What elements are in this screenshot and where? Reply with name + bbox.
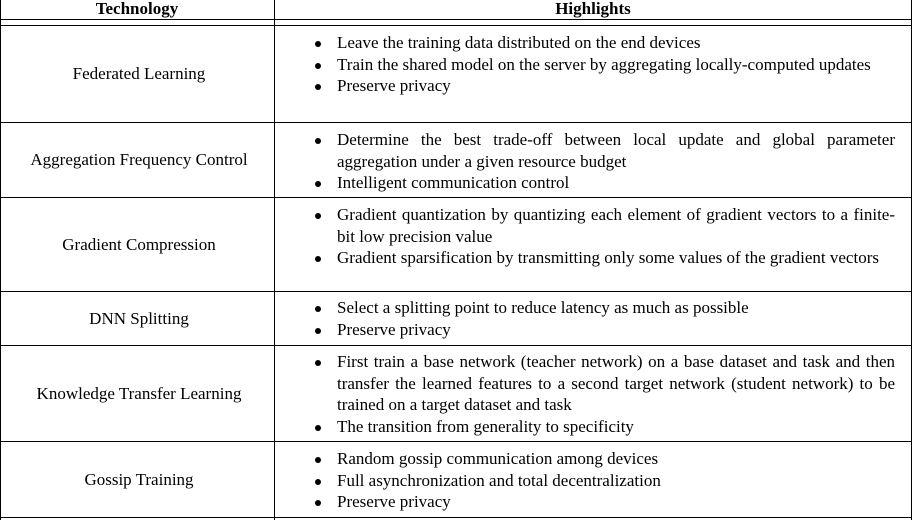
technology-cell: Gradient Compression bbox=[62, 234, 216, 254]
highlights-cell bbox=[313, 448, 895, 513]
technology-cell: DNN Splitting bbox=[89, 308, 189, 328]
technology-cell: Aggregation Frequency Control bbox=[30, 150, 248, 170]
highlights-cell bbox=[313, 129, 895, 194]
header-highlights: Highlights bbox=[555, 0, 631, 18]
highlight-item: First train a base network (teacher network) on a base dataset and task and then transfer the learned features to a second target network (student network) to be trained on a target dataset and task bbox=[313, 351, 895, 416]
technology-cell: Federated Learning bbox=[72, 64, 206, 84]
highlight-item: Leave the training data distributed on the end devices bbox=[313, 32, 895, 54]
highlight-item: Random gossip communication among devices bbox=[313, 448, 895, 470]
highlight-item: Select a splitting point to reduce latency as much as possible bbox=[313, 297, 895, 319]
highlight-item: Preserve privacy bbox=[313, 319, 895, 341]
highlight-item: Full asynchronization and total decentralization bbox=[313, 470, 895, 492]
highlight-item: Preserve privacy bbox=[313, 75, 895, 97]
highlights-cell bbox=[313, 297, 895, 340]
technology-cell: Gossip Training bbox=[84, 469, 194, 489]
highlights-cell bbox=[313, 32, 895, 97]
highlight-item: Intelligent communication control bbox=[313, 172, 895, 194]
highlight-item: The transition from generality to specificity bbox=[313, 416, 895, 438]
highlights-cell bbox=[313, 204, 895, 269]
highlight-item: Train the shared model on the server by aggregating locally-computed updates bbox=[313, 54, 895, 76]
technology-cell: Knowledge Transfer Learning bbox=[36, 383, 242, 403]
highlight-item: Gradient quantization by quantizing each element of gradient vectors to a finite-bit low precision value bbox=[313, 204, 895, 247]
highlight-item: Determine the best trade-off between local update and global parameter aggregation under a given resource budget bbox=[313, 129, 895, 172]
bottom-rule bbox=[0, 517, 912, 518]
header-technology: Technology bbox=[95, 0, 179, 18]
highlight-item: Gradient sparsification by transmitting only some values of the gradient vectors bbox=[313, 247, 895, 269]
highlight-item: Preserve privacy bbox=[313, 491, 895, 513]
highlights-cell bbox=[313, 351, 895, 437]
